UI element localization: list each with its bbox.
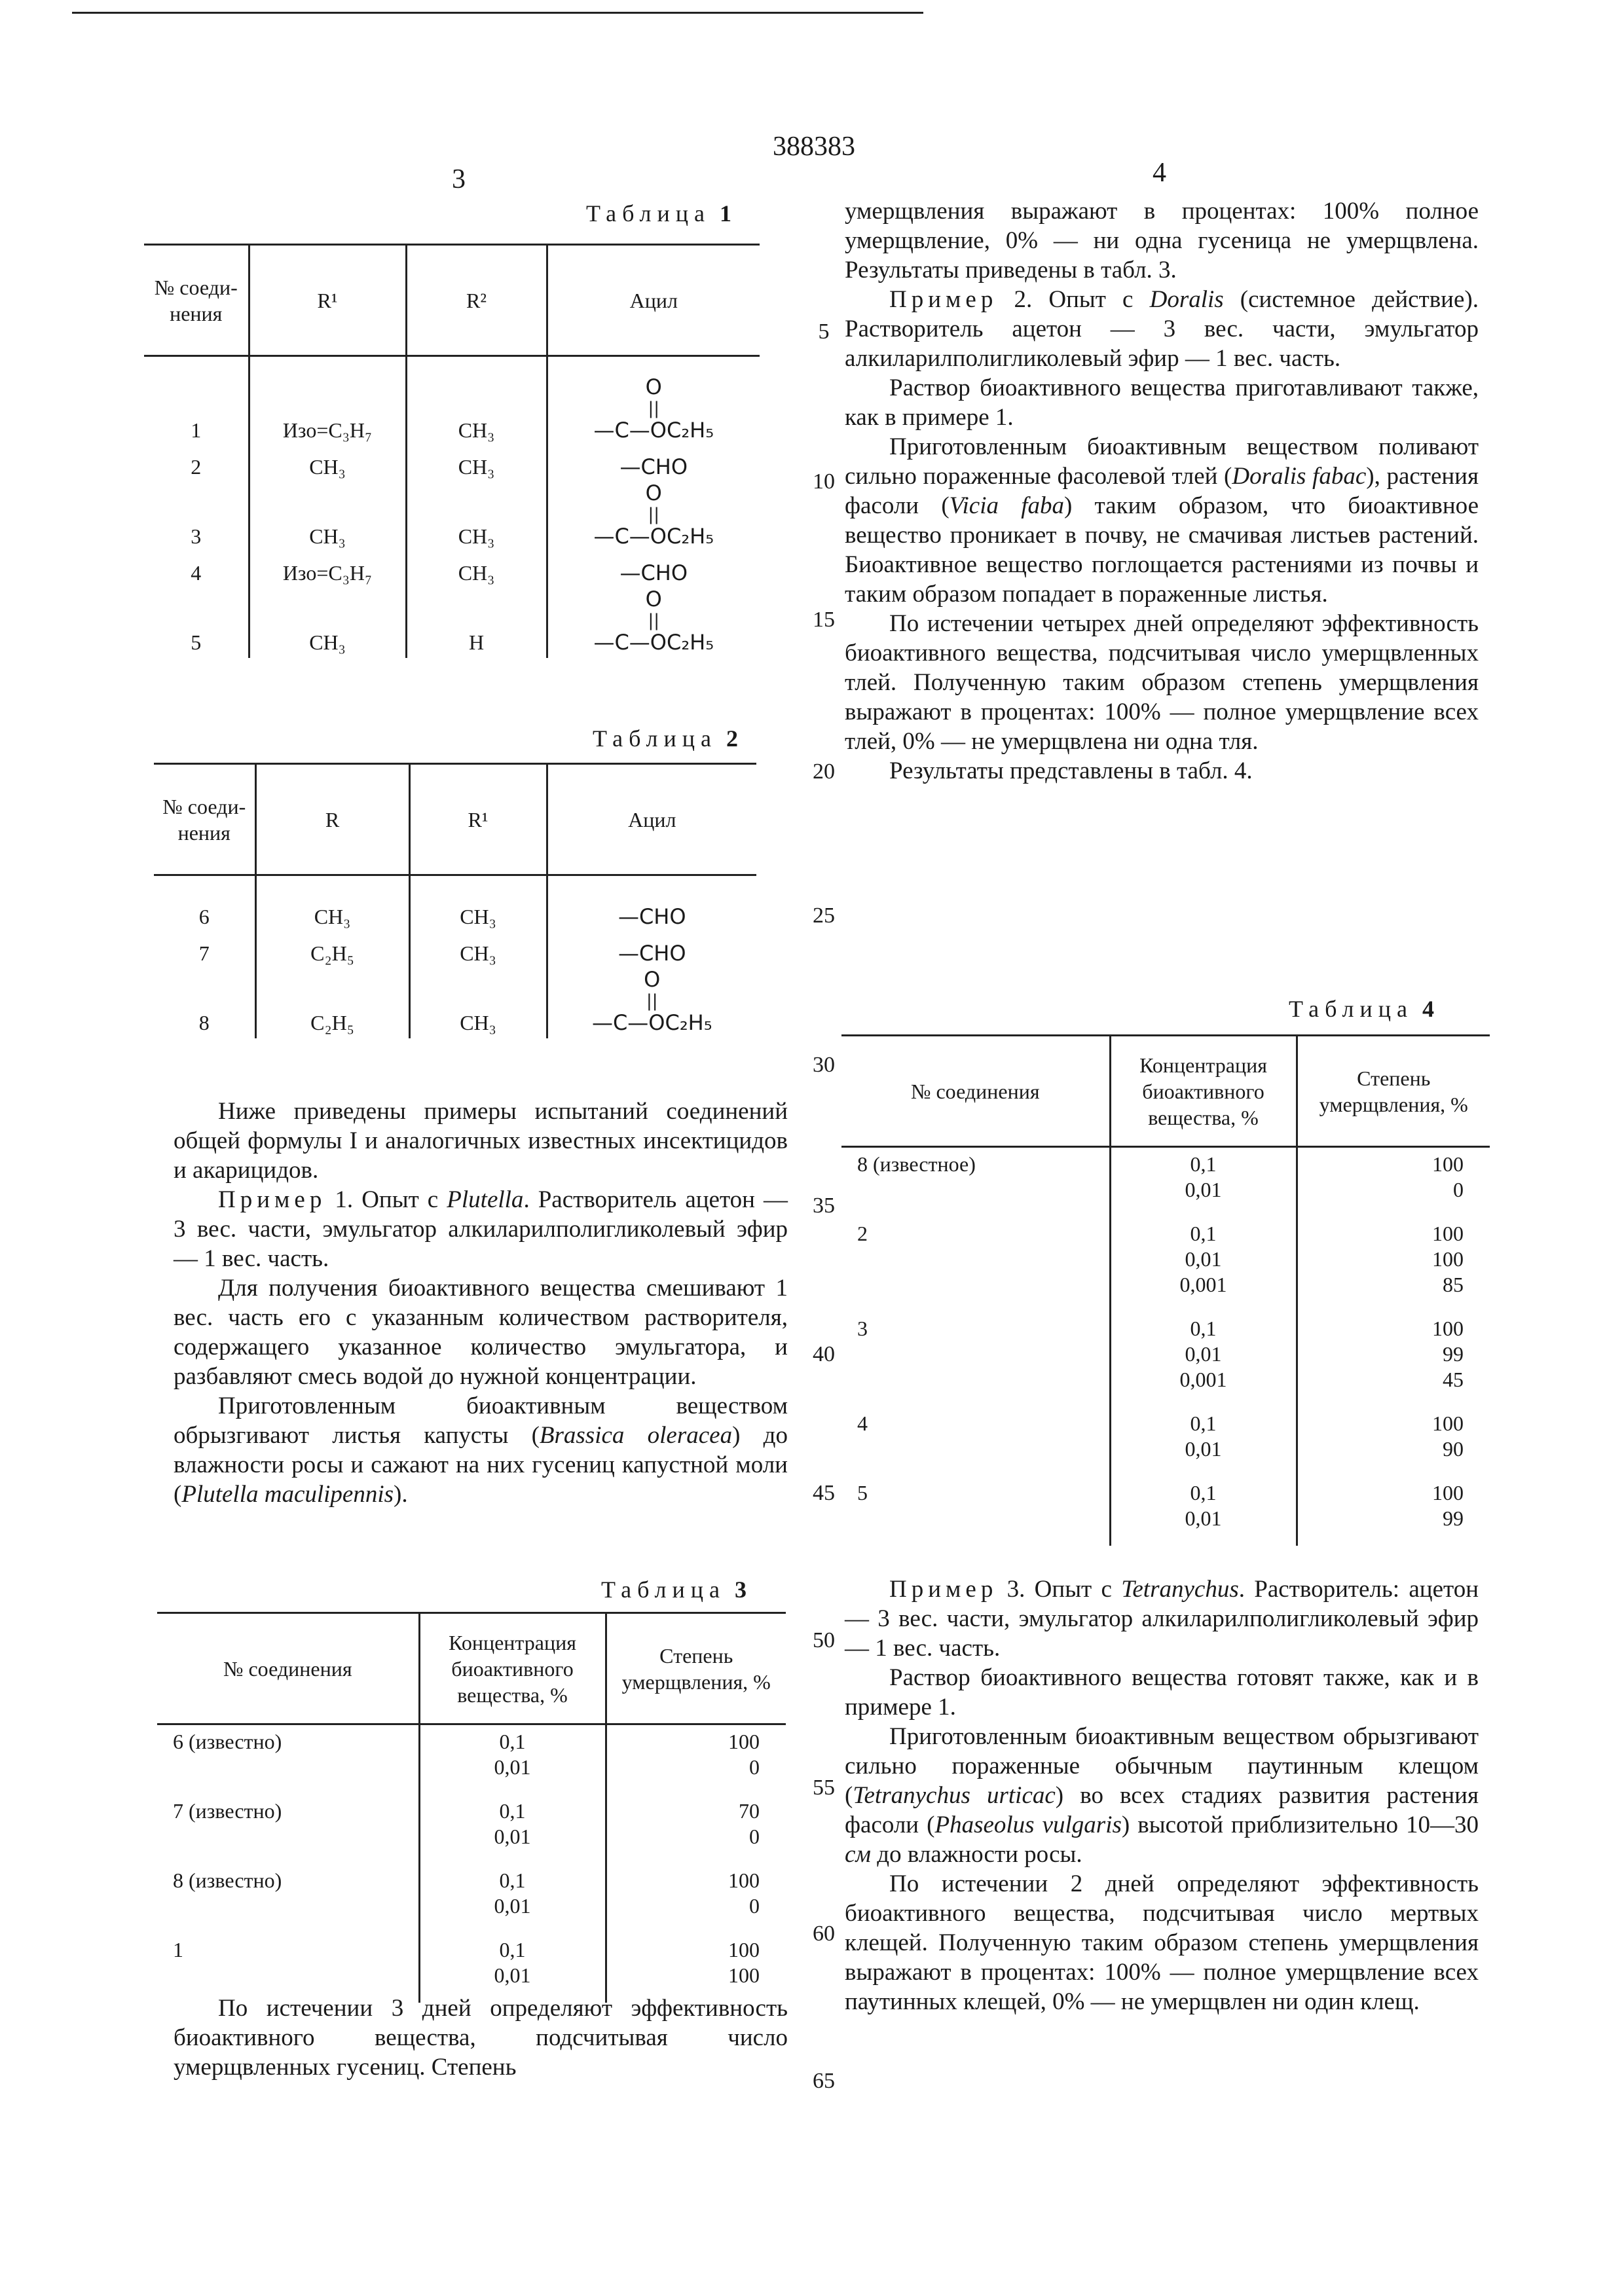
table-row <box>157 1795 786 1864</box>
compound-cell: 7 (известно) <box>173 1799 282 1823</box>
table-row <box>841 1217 1490 1312</box>
mortality-cell: 100 99 <box>1297 1476 1490 1546</box>
preparation-paragraph: Для получения биоактивного вещества смешивают 1 вес. часть его с указанным количеством растворителя, содержащего указанное количество эмульгатора, и разбавляют смесь водой до нужной концентрации. <box>174 1275 788 1390</box>
substituent-cell: C₂H₅ <box>255 969 409 1038</box>
table4 <box>841 1034 1490 1546</box>
top-rule <box>72 12 923 14</box>
concentration-cell: 0,1 0,01 0,001 <box>1110 1312 1297 1407</box>
acyl-double-bond: || <box>648 505 660 524</box>
line-number: 10 <box>813 469 835 494</box>
compound-cell: 8 (известное) <box>857 1152 976 1176</box>
example3-paragraph: Пример 3. Опыт с Tetranychus. Растворитель: ацетон — 3 вес. части, эмульгатор алкиларилполигликолевый эфир — 1 вес. часть. <box>845 1576 1479 1662</box>
table2 <box>154 763 756 1038</box>
concentration-cell: 0,1 0,01 <box>419 1795 606 1864</box>
line-number: 45 <box>813 1481 835 1505</box>
line-number: 35 <box>813 1194 835 1218</box>
acyl-double-bond: || <box>646 991 658 1011</box>
compound-number-cell: 8 <box>198 1011 210 1034</box>
line-number: 30 <box>813 1053 835 1077</box>
acyl-cell <box>547 896 756 932</box>
compound-cell: 5 <box>857 1481 868 1505</box>
line-number: 65 <box>813 2069 835 2093</box>
acyl-oxygen: O <box>644 967 661 992</box>
spacer-cell <box>154 875 255 896</box>
substituent-cell: CH₃ <box>249 483 406 552</box>
substituent-cell: CH₃ <box>409 969 547 1038</box>
line-number: 40 <box>813 1342 835 1366</box>
substituent-cell: CH₃ <box>406 376 547 446</box>
acyl-cell <box>547 589 760 658</box>
table2-header-number: № соеди-нения <box>154 764 255 875</box>
line-number: 5 <box>818 319 830 344</box>
acyl-cell <box>547 969 756 1038</box>
table3-header-compound: № соединения <box>157 1613 419 1724</box>
concentration-cell: 0,1 0,01 <box>1110 1476 1297 1546</box>
concentration-cell: 0,1 0,01 <box>1110 1407 1297 1476</box>
spacer-cell <box>406 356 547 377</box>
acyl-formula: —C—OC₂H₅ <box>591 1010 712 1035</box>
acyl-formula: —CHO <box>618 904 686 929</box>
compound-cell: 4 <box>857 1412 868 1436</box>
table-row <box>144 376 760 446</box>
table-row <box>841 1476 1490 1546</box>
spacer-cell <box>547 875 756 896</box>
line-number: 60 <box>813 1922 835 1946</box>
substituent-cell: Изо=C₃H₇ <box>249 552 406 589</box>
table1-header-r2: R² <box>406 245 547 356</box>
example2-preparation: Раствор биоактивного вещества приготавливают также, как в примере 1. <box>845 374 1479 431</box>
table-row <box>144 446 760 483</box>
example2-after: По истечении четырех дней определяют эффективность биоактивного вещества, подсчитывая число умерщвленных тлей. Полученную таким образом степень умерщвления выражают в процентах: 100% — полное умерщвление всех тлей, 0% — не умерщвлена ни одна тля. <box>845 610 1479 755</box>
compound-number-cell: 1 <box>191 418 202 442</box>
line-number: 25 <box>813 903 835 928</box>
spacer-cell <box>144 356 249 377</box>
acyl-oxygen: O <box>645 587 662 611</box>
acyl-formula: —C—OC₂H₅ <box>593 524 714 549</box>
patent-number: 388383 <box>773 132 855 162</box>
compound-cell: 2 <box>857 1222 868 1246</box>
table-row <box>144 589 760 658</box>
table-row <box>144 552 760 589</box>
compound-cell: 3 <box>857 1317 868 1341</box>
concentration-cell: 0,1 0,01 <box>419 1724 606 1795</box>
line-number: 50 <box>813 1628 835 1652</box>
table3-caption: Таблица 3 <box>601 1576 747 1603</box>
table1-header-r1: R¹ <box>249 245 406 356</box>
substituent-cell: C₂H₅ <box>255 932 409 969</box>
table3-header-mortality: Степень умерщвления, % <box>606 1613 786 1724</box>
table1-header-number: № соеди-нения <box>144 245 249 356</box>
acyl-formula: —CHO <box>618 941 686 966</box>
example3-preparation: Раствор биоактивного вещества готовят также, как и в примере 1. <box>845 1664 1479 1721</box>
acyl-cell <box>547 932 756 969</box>
acyl-oxygen: O <box>645 481 662 505</box>
compound-number-cell: 4 <box>191 561 202 585</box>
table4-header-mortality: Степень умерщвления, % <box>1297 1036 1490 1147</box>
right-text-lower <box>845 1575 1479 2016</box>
table2-header-r: R <box>255 764 409 875</box>
acyl-double-bond: || <box>648 399 660 418</box>
example2-paragraph: Пример 2. Опыт с Doralis (системное действие). Растворитель ацетон — 3 вес. части, эмульгатор алкиларилполигликолевый эфир — 1 вес. часть. <box>845 286 1479 372</box>
example1-paragraph: Пример 1. Опыт с Plutella. Растворитель ацетон — 3 вес. части, эмульгатор алкиларилполигликолевый эфир — 1 вес. часть. <box>174 1186 788 1272</box>
line-number: 15 <box>813 608 835 632</box>
table3 <box>157 1612 786 2003</box>
substituent-cell: CH₃ <box>249 446 406 483</box>
right-text-upper <box>845 196 1479 786</box>
mortality-cell: 100 99 45 <box>1297 1312 1490 1407</box>
left-text-lower <box>174 1994 788 2082</box>
compound-number-cell: 5 <box>191 630 202 654</box>
substituent-cell: CH₃ <box>406 483 547 552</box>
substituent-cell: CH₃ <box>406 552 547 589</box>
acyl-cell <box>547 483 760 552</box>
spacer-cell <box>249 356 406 377</box>
substituent-cell: CH₃ <box>409 932 547 969</box>
acyl-formula: —C—OC₂H₅ <box>593 630 714 655</box>
line-number: 55 <box>813 1776 835 1800</box>
compound-cell: 6 (известно) <box>173 1730 282 1753</box>
example2-results: Результаты представлены в табл. 4. <box>889 757 1253 784</box>
compound-cell: 8 (известно) <box>173 1868 282 1893</box>
table-row <box>154 932 756 969</box>
acyl-formula: —CHO <box>619 454 688 479</box>
table2-header-r1: R¹ <box>409 764 547 875</box>
mortality-cell: 100 100 85 <box>1297 1217 1490 1312</box>
acyl-formula: —CHO <box>619 560 688 585</box>
mortality-cell: 100 90 <box>1297 1407 1490 1476</box>
table1-caption: Таблица 1 <box>586 200 731 227</box>
table1 <box>144 244 760 658</box>
concentration-cell: 0,1 0,01 <box>1110 1147 1297 1218</box>
acyl-formula: —C—OC₂H₅ <box>593 418 714 443</box>
table-row <box>144 483 760 552</box>
table-row <box>157 1724 786 1795</box>
mortality-cell: 100 0 <box>606 1864 786 1933</box>
compound-number-cell: 2 <box>191 455 202 479</box>
example3-after: По истечении 2 дней определяют эффективность биоактивного вещества, подсчитывая число мертвых клещей. Полученную таким образом степень умерщвления выражают в процентах: 100% — полное умерщвление всех паутинных клещей, 0% — не умерщвлен ни один клещ. <box>845 1870 1479 2015</box>
table4-caption: Таблица 4 <box>1289 996 1434 1022</box>
compound-number-cell: 3 <box>191 524 202 548</box>
concentration-cell: 0,1 0,01 <box>419 1864 606 1933</box>
spacer-row <box>154 875 756 896</box>
line-number: 20 <box>813 759 835 784</box>
substituent-cell: CH₃ <box>249 589 406 658</box>
table1-header-acyl: Ацил <box>547 245 760 356</box>
acyl-double-bond: || <box>648 611 660 630</box>
table4-header-concentration: Концентрация биоактивного вещества, % <box>1110 1036 1297 1147</box>
spacer-row <box>144 356 760 377</box>
substituent-cell: CH₃ <box>406 446 547 483</box>
compound-cell: 1 <box>173 1938 183 1962</box>
table-row <box>154 896 756 932</box>
table-row <box>157 1864 786 1933</box>
table3-header-concentration: Концентрация биоактивного вещества, % <box>419 1613 606 1724</box>
left-text-upper <box>174 1097 788 1509</box>
example2-watering: Приготовленным биоактивным веществом поливают сильно пораженные фасолевой тлей (Doralis fabac), растения фасоли (Vicia faba) таким образом, что биоактивное вещество проникает в почву, не смачивая листьев растений. Биоактивное вещество поглощается растениями из почвы и таким образом попадает в пораженные листья. <box>845 433 1479 608</box>
after-paragraph: По истечении 3 дней определяют эффективность биоактивного вещества, подсчитывая число умерщвленных гусениц. Степень <box>174 1995 788 2081</box>
acyl-oxygen: O <box>645 374 662 399</box>
substituent-cell: CH₃ <box>255 896 409 932</box>
table-row <box>841 1407 1490 1476</box>
table-row <box>841 1147 1490 1218</box>
compound-number-cell: 6 <box>198 905 210 928</box>
substituent-cell: H <box>406 589 547 658</box>
spacer-cell <box>409 875 547 896</box>
compound-number-cell: 7 <box>198 941 210 965</box>
table4-header-compound: № соединения <box>841 1036 1110 1147</box>
table2-caption: Таблица 2 <box>593 725 738 752</box>
spacer-cell <box>547 356 760 377</box>
mortality-cell: 100 0 <box>606 1724 786 1795</box>
mortality-cell: 100 0 <box>1297 1147 1490 1218</box>
table-row <box>157 1933 786 2003</box>
mortality-cell: 70 0 <box>606 1795 786 1864</box>
spacer-cell <box>255 875 409 896</box>
spray-paragraph: Приготовленным биоактивным веществом обрызгивают листья капусты (Brassica oleracea) до влажности росы и сажают на них гусениц капустной моли (Plutella maculipennis). <box>174 1393 788 1508</box>
concentration-cell: 0,1 0,01 <box>419 1933 606 2003</box>
mortality-cell: 100 100 <box>606 1933 786 2003</box>
substituent-cell: CH₃ <box>409 896 547 932</box>
example3-spray: Приготовленным биоактивным веществом обрызгивают сильно пораженные обычным паутинным клещом (Tetranychus urticac) во всех стадиях развития растения фасоли (Phaseolus vulgaris) высотой приблизительно 10—30 см до влажности росы. <box>845 1723 1479 1868</box>
table-row <box>841 1312 1490 1407</box>
table-row <box>154 969 756 1038</box>
acyl-cell <box>547 376 760 446</box>
substituent-cell: Изо=C₃H₇ <box>249 376 406 446</box>
page-number-left: 3 <box>452 164 466 194</box>
concentration-cell: 0,1 0,01 0,001 <box>1110 1217 1297 1312</box>
intro-paragraph: Ниже приведены примеры испытаний соединений общей формулы I и аналогичных известных инсектицидов и акарицидов. <box>174 1098 788 1184</box>
page-number-right: 4 <box>1153 158 1166 188</box>
table2-header-acyl: Ацил <box>547 764 756 875</box>
continuation-paragraph: умерщвления выражают в процентах: 100% полное умерщвление, 0% — ни одна гусеница не умерщвлена. Результаты приведены в табл. 3. <box>845 198 1479 283</box>
acyl-cell <box>547 552 760 589</box>
acyl-cell <box>547 446 760 483</box>
